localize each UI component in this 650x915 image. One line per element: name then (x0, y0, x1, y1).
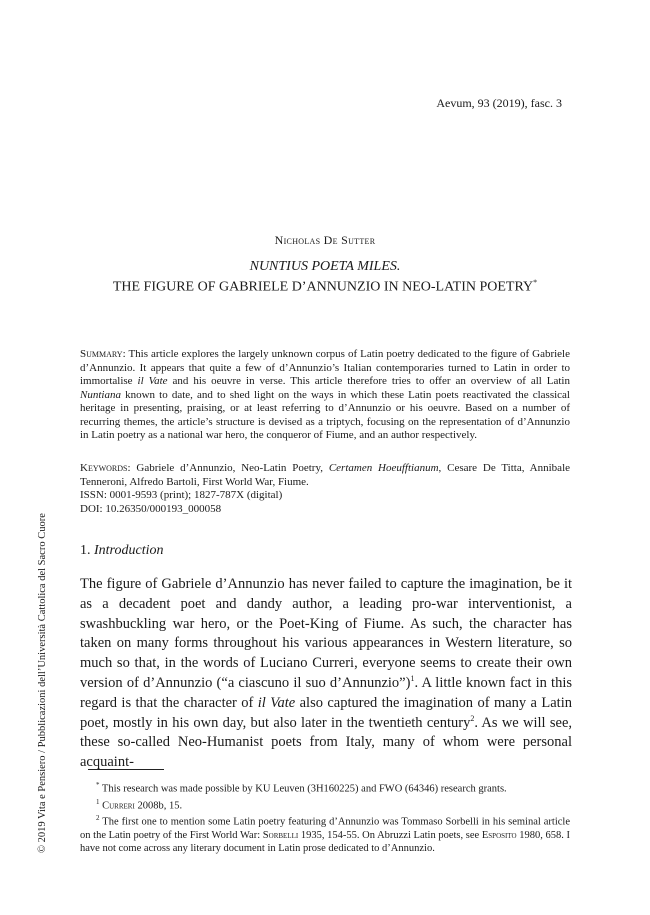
summary-il-vate: il Vate (137, 375, 168, 387)
footnote-star (80, 779, 570, 796)
issn-line: ISSN: 0001-9593 (print); 1827-787X (digital) (80, 489, 283, 501)
keywords-line (80, 462, 570, 489)
footnote-star-mark: * (96, 781, 100, 789)
summary-text-2: and his oeuvre in verse. This article therefore tries to offer an overview of all Latin (167, 375, 570, 387)
keywords-certamen: Certamen Hoeufftianum (328, 462, 439, 474)
body-text-2: . A little known fact in this regard is that the character of (80, 674, 573, 711)
summary-text-3: known to date, and to shed light on the ways in which these Latin poets reactivated the classical heritage in presenting, praising, or at least referring to d’Annunzio or his oeuvre. Based on a number of recurring themes, the article’s structure is devised as a triptych, focusing on the representation of d’Annunzio in Latin poetry as a national war hero, the conqueror of Fiume, and an author respectively. (80, 388, 570, 441)
footnote-1 (80, 796, 570, 813)
summary-nuntiana: Nuntiana (80, 388, 121, 401)
footnote-1-mark: 1 (96, 797, 100, 806)
footnotes-block (80, 779, 570, 855)
summary-abstract (80, 348, 570, 443)
keywords-text-2: , Cesare De Titta, Annibale Tenneroni, Alfredo Bartoli, First World War, Fiume. (80, 462, 571, 488)
keywords-label: Keywords: (80, 462, 131, 474)
body-text-1: The figure of Gabriele d’Annunzio has never failed to capture the imagination, be it as a decadent poet and dandy author, a leading pro-war interventionist, a swashbuckling war hero, or the Poet-King of Fiume. As such, the character has taken on many forms throughout his various appearances in Western literature, so much so that, in the words of Luciano Curreri, everyone seems to create their own version of d’Annunzio (“a ciascuno il suo d’Annunzio”) (80, 576, 572, 691)
doi-line: DOI: 10.26350/000193_000058 (80, 502, 222, 515)
body-il-vate: il Vate (257, 694, 296, 711)
footnote-ref-2[interactable]: 2 (470, 713, 475, 723)
footnote-2-text-2: 1935, 154-55. On Abruzzi Latin poets, see (298, 829, 482, 841)
footnote-2-sorbelli: Sorbelli (262, 829, 299, 841)
footnote-1-text: 2008b, 15. (134, 800, 183, 811)
keywords-block (80, 462, 570, 516)
author-name: Nicholas De Sutter (274, 233, 376, 247)
summary-label: Summary: (80, 348, 126, 360)
footnote-divider (88, 769, 164, 770)
title-footnote-mark: * (533, 278, 538, 287)
footnote-star-text: This research was made possible by KU Leuven (3H160225) and FWO (64346) research grants. (99, 783, 507, 795)
footnote-ref-1[interactable]: 1 (410, 674, 415, 684)
article-title-line1: NUNTIUS POETA MILES. (249, 259, 401, 274)
footnote-2-esposito: Esposito (481, 829, 517, 841)
keywords-text-1: Gabriele d’Annunzio, Neo-Latin Poetry, (130, 462, 329, 474)
body-text-3: also captured the imagination of many a Latin poet, mostly in his own day, but also later in the twentieth century (80, 694, 572, 731)
section-number: 1. (80, 543, 94, 558)
body-paragraph (80, 575, 572, 773)
article-title-line2 (0, 278, 650, 296)
footnote-2-text-3: 1980, 658. I have not come across any literary document in Latin prose dedicated to d’Annunzio. (80, 829, 571, 854)
copyright-sidebar: © 2019 Vita e Pensiero / Pubblicazioni dell’Università Cattolica del Sacro Cuore (37, 513, 48, 853)
footnote-2 (80, 812, 570, 855)
body-text-4: . As we will see, these so-called Neo-Humanist poets from Italy, many of whom were personal acquaint- (80, 714, 572, 771)
section-title: Introduction (94, 543, 164, 558)
article-title-text: THE FIGURE OF GABRIELE D’ANNUNZIO IN NEO-LATIN POETRY (112, 279, 534, 295)
footnote-1-author: Curreri (99, 800, 135, 811)
footnote-2-mark: 2 (96, 814, 100, 822)
summary-text-1: This article explores the largely unknown corpus of Latin poetry dedicated to the figure of Gabriele d’Annunzio. It appears that quite a few of d’Annunzio’s Italian contemporaries turned to Latin in order to immortalise (80, 348, 570, 387)
footnote-2-text-1: The first one to mention some Latin poetry featuring d’Annunzio was Tommaso Sorbelli in his seminal article on the Latin poetry of the First World War: (80, 816, 570, 841)
section-heading (80, 543, 163, 559)
journal-citation: Aevum, 93 (2019), fasc. 3 (436, 96, 562, 110)
